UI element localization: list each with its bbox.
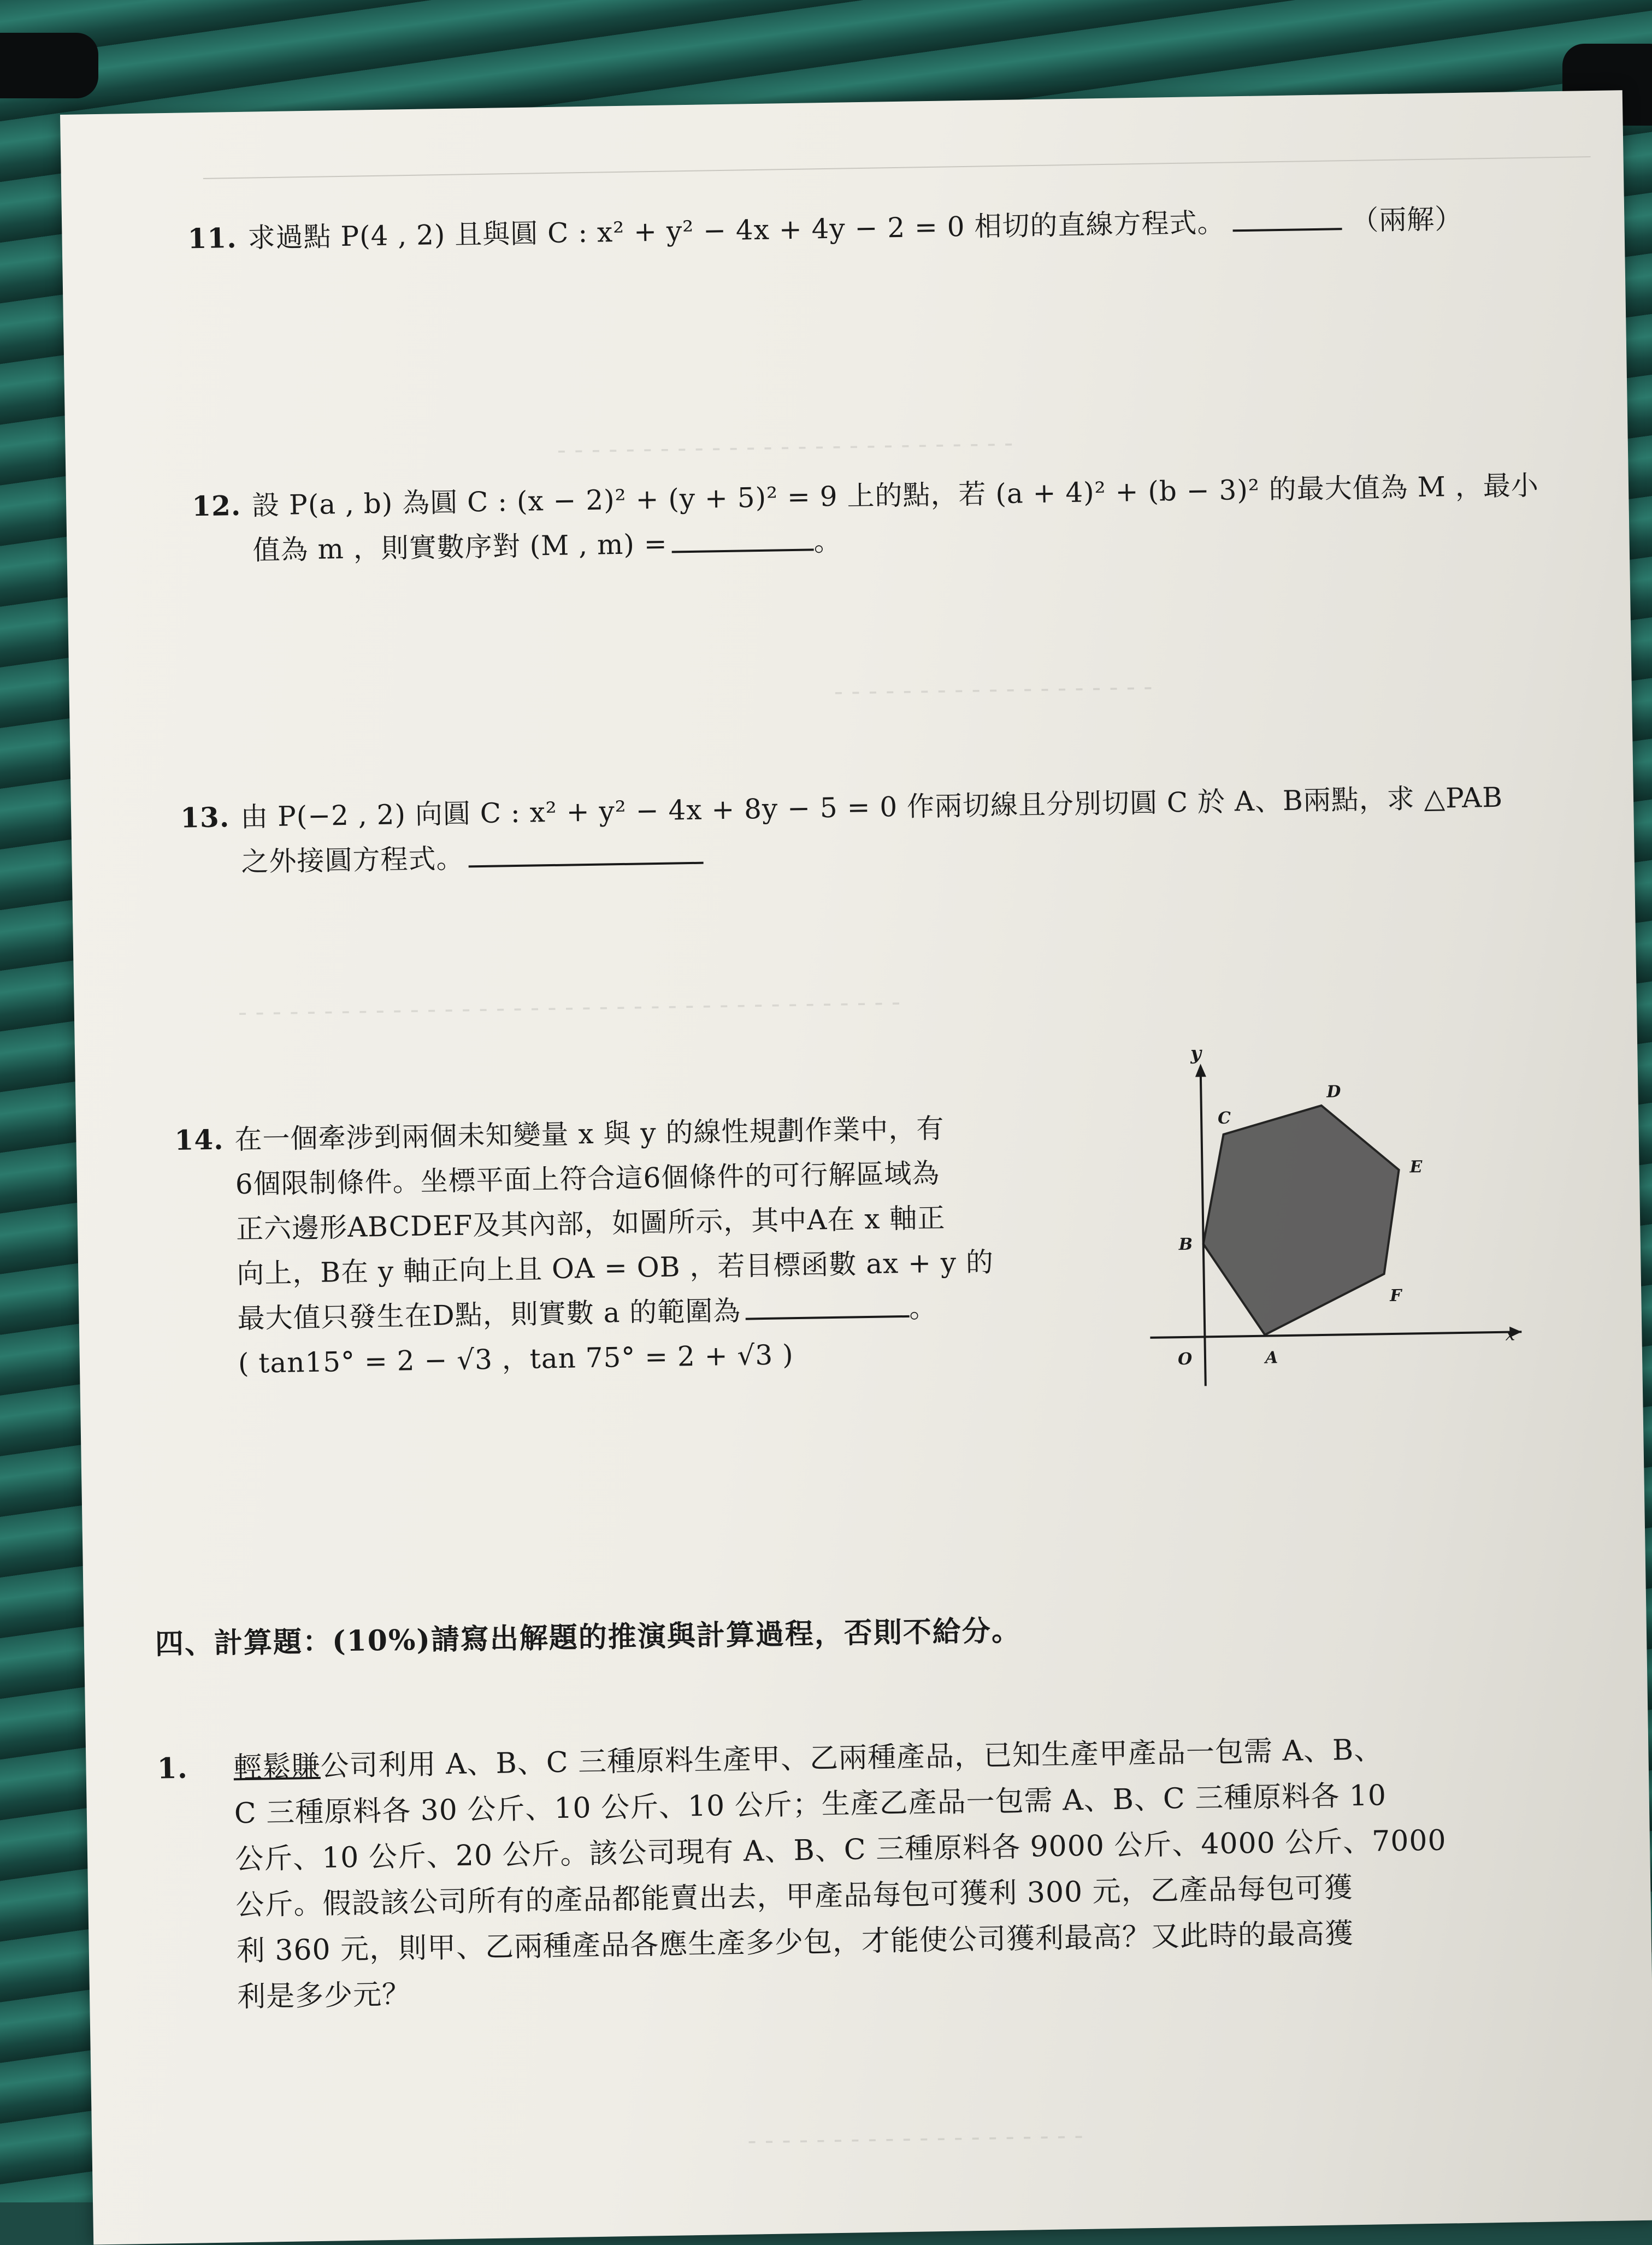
vertex-label-b: B — [1178, 1234, 1193, 1255]
question-note: （兩解） — [1350, 203, 1463, 237]
question-text-line2: 之外接圓方程式。 — [241, 842, 464, 878]
section-4-title: 四、計算題：(10%)請寫出解題的推演與計算過程，否則不給分。 — [155, 1614, 1022, 1661]
question-number: 11. — [187, 221, 238, 255]
question-text-line1: 設 P(a , b) 為圓 C : (x − 2)² + (y + 5)² = 9 上的點，若 (a + 4)² + (b − 3)² 的最大值為 M ，最小 — [251, 469, 1539, 522]
feasible-region-hexagon — [1201, 1104, 1402, 1336]
y-axis — [1201, 1069, 1206, 1386]
question-number: 13. — [180, 801, 230, 834]
vertex-label-d: D — [1326, 1082, 1341, 1102]
bleed-through-text: - - - - - - - - - - - - - - - - - - - - - - - - - - - - - - - - - - - - - - - — [238, 986, 901, 1028]
question-text-line3: 正六邊形ABCDEF及其內部，如圖所示，其中A在 x 軸正 — [235, 1202, 946, 1245]
vertex-label-e: E — [1409, 1157, 1423, 1177]
origin-label: O — [1177, 1349, 1193, 1369]
problem-text-line3: 公斤、10 公斤、20 公斤。該公司現有 A、B、C 三種原料各 9000 公斤、4000 公斤、7000 — [234, 1824, 1447, 1876]
question-text-line2: 6個限制條件。坐標平面上符合這6個條件的可行解區域為 — [235, 1157, 940, 1201]
paper-top-rule — [203, 156, 1591, 179]
problem-text-line2: C 三種原料各 30 公斤、10 公斤、10 公斤；生產乙產品一包需 A、B、C 三種原料各 10 — [234, 1779, 1387, 1830]
question-number: 12. — [191, 489, 241, 523]
question-number: 1. — [157, 1751, 188, 1786]
answer-blank — [468, 840, 704, 868]
question-11 — [187, 197, 1463, 262]
problem-text-line5: 利 360 元，則甲、乙兩種產品各應生產多少包，才能使公司獲利最高？又此時的最高獲 — [236, 1917, 1354, 1968]
question-text-line1: 由 P(−2 , 2) 向圓 C : x² + y² − 4x + 8y − 5 = 0 作兩切線且分別切圓 C 於 A、B兩點，求 △PAB — [240, 781, 1503, 833]
question-12 — [192, 463, 1539, 529]
bleed-through-text: - - - - - - - - - - - - - - - - - - - — [834, 671, 1153, 707]
x-axis-label: x — [1505, 1324, 1515, 1345]
question-text-line1: 在一個牽涉到兩個未知變量 x 與 y 的線性規劃作業中，有 — [234, 1112, 945, 1156]
problem-text-line6: 利是多少元？ — [237, 1978, 411, 2014]
question-number: 14. — [174, 1123, 224, 1156]
question-text-line5: 最大值只發生在D點，則實數 a 的範圍為 — [237, 1295, 741, 1335]
question-text-line4: 向上，B在 y 軸正向上且 OA = OB ，若目標函數 ax + y 的 — [236, 1246, 994, 1290]
vertex-label-f: F — [1389, 1286, 1402, 1306]
y-axis-arrow-icon — [1195, 1064, 1206, 1077]
bleed-through-text: - - - - - - - - - - - - - - - - - - - - - - - - - - - — [557, 427, 1013, 465]
question-13-line2 — [241, 832, 704, 884]
question-text-line6: ( tan15° = 2 − √3 ，tan 75° = 2 + √3 ) — [238, 1339, 794, 1380]
question-14-line6 — [238, 1332, 794, 1386]
question-text-line2: 值為 m ，則實數序對 (M , m) = — [252, 528, 668, 566]
vertex-label-c: C — [1217, 1108, 1231, 1128]
problem-text-line1: 公司利用 A、B、C 三種原料生產甲、乙兩種產品，已知生產甲產品一包需 A、B、 — [320, 1733, 1383, 1783]
calc-problem-1-line6 — [237, 1972, 411, 2019]
question-end: 。 — [813, 525, 842, 558]
answer-blank — [745, 1293, 910, 1320]
answer-blank — [1232, 206, 1342, 232]
mat-strap-left — [0, 33, 98, 98]
question-12-line2 — [252, 519, 842, 573]
y-axis-label: y — [1190, 1042, 1202, 1065]
hexagon-figure — [1140, 1042, 1528, 1398]
company-name: 輕鬆賺 — [233, 1750, 321, 1785]
question-13 — [180, 775, 1503, 841]
vertex-label-a: A — [1265, 1348, 1278, 1368]
question-end: 。 — [908, 1292, 937, 1324]
bleed-through-text: - - - - - - - - - - - - - - - - - - - - — [747, 2120, 1084, 2156]
problem-text-line4: 公斤。假設該公司所有的產品都能賣出去，甲產品每包可獲利 300 元，乙產品每包可獲 — [235, 1871, 1354, 1922]
question-text: 求過點 P(4 , 2) 且與圓 C : x² + y² − 4x + 4y − 2 = 0 相切的直線方程式。 — [247, 206, 1225, 254]
exam-paper — [60, 90, 1652, 2244]
answer-blank — [671, 527, 814, 553]
